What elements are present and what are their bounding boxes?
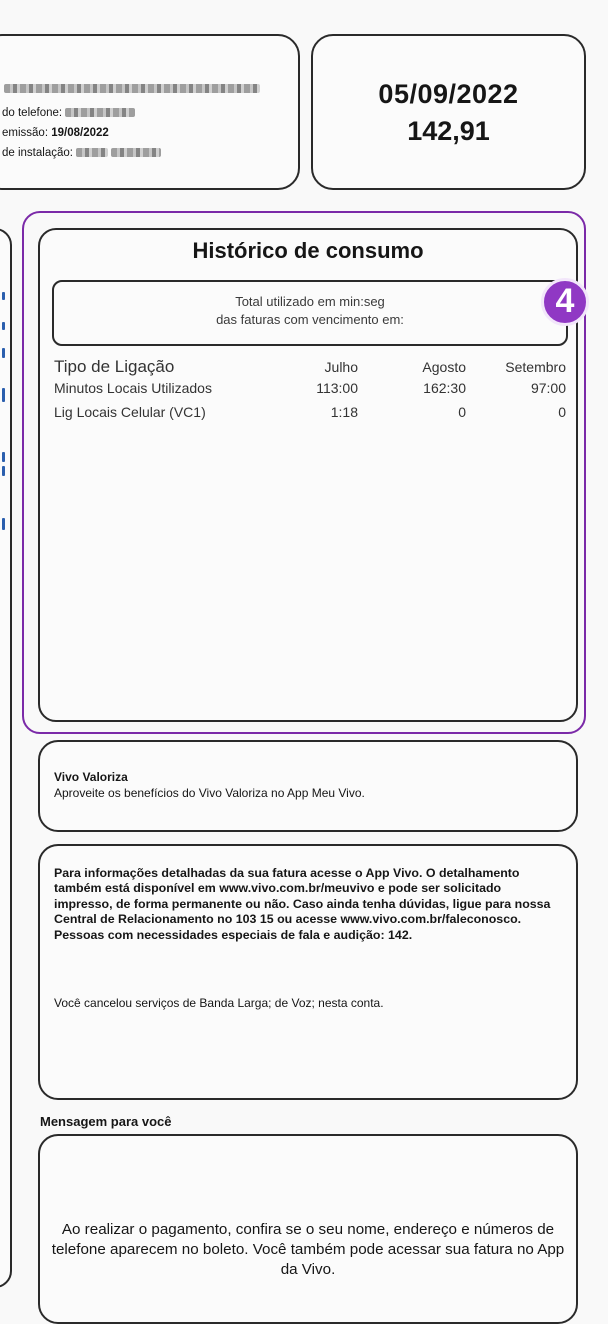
row-august: 0 [458,404,466,420]
installation-line [2,147,161,159]
phone-redacted [65,108,135,117]
vivo-valoriza-box [38,740,578,832]
period-line-2: das faturas com vencimento em: [216,312,404,327]
row-july: 1:18 [330,404,358,420]
redacted-text [4,84,260,93]
side-mark [2,322,5,330]
row-type: Lig Locais Celular (VC1) [54,404,206,420]
issue-date-value: 19/08/2022 [51,127,109,139]
period-box [52,280,568,346]
invoice-info-box [38,844,578,1100]
row-july: 113:00 [316,380,358,396]
message-text: Ao realizar o pagamento, confira se o seu nome, endereço e números de telefone aparecem no boleto. Você também pode acessar sua fatura no App da Vivo. [51,1221,565,1278]
customer-info-box [0,34,300,190]
side-mark [2,348,5,358]
phone-line [2,107,135,119]
row-september: 97:00 [530,380,566,396]
due-amount: 142,91 [407,116,490,146]
column-header-type: Tipo de Ligação [54,357,175,376]
period-line-1: Total utilizado em min:seg [235,294,385,309]
valoriza-text: Aproveite os benefícios do Vivo Valoriza no App Meu Vivo. [54,786,365,800]
row-august: 162:30 [423,380,466,396]
consumption-history-panel [38,228,578,722]
phone-label: do telefone: [2,107,63,119]
side-mark [2,388,5,402]
side-mark [2,452,5,462]
left-side-panel [0,228,12,1288]
step-number-badge: 4 [541,278,589,326]
invoice-info-text: Para informações detalhadas da sua fatura acesse o App Vivo. O detalhamento também está disponível em www.vivo.com.br/meuvivo e pode ser solicitado impresso, de forma permanente ou não. Caso ainda tenha dúvidas, ligue para nossa Central de Relacionamento no 103 15 ou acesse www.vivo.com.br/faleconosco. Pessoas com necessidades especiais de fala e audição: 142. [54,866,551,942]
history-title: Histórico de consumo [192,238,424,263]
due-box [311,34,586,190]
customer-name-redacted [4,83,260,95]
side-mark [2,292,5,300]
issue-date-line [2,127,109,139]
message-title: Mensagem para você [40,1114,172,1129]
cancellation-notice: Você cancelou serviços de Banda Larga; de Voz; nesta conta. [54,996,384,1010]
due-date: 05/09/2022 [378,79,519,109]
side-mark [2,518,5,530]
valoriza-title: Vivo Valoriza [54,770,128,784]
message-box [38,1134,578,1324]
installation-label: de instalação: [2,147,73,159]
column-header-september: Setembro [505,359,566,375]
installation-redacted-2 [111,148,161,157]
installation-redacted-1 [76,148,108,157]
side-mark [2,466,5,476]
row-september: 0 [558,404,566,420]
issue-date-label: emissão: [2,127,49,139]
column-header-july: Julho [324,359,358,375]
column-header-august: Agosto [422,359,466,375]
row-type: Minutos Locais Utilizados [54,380,212,396]
